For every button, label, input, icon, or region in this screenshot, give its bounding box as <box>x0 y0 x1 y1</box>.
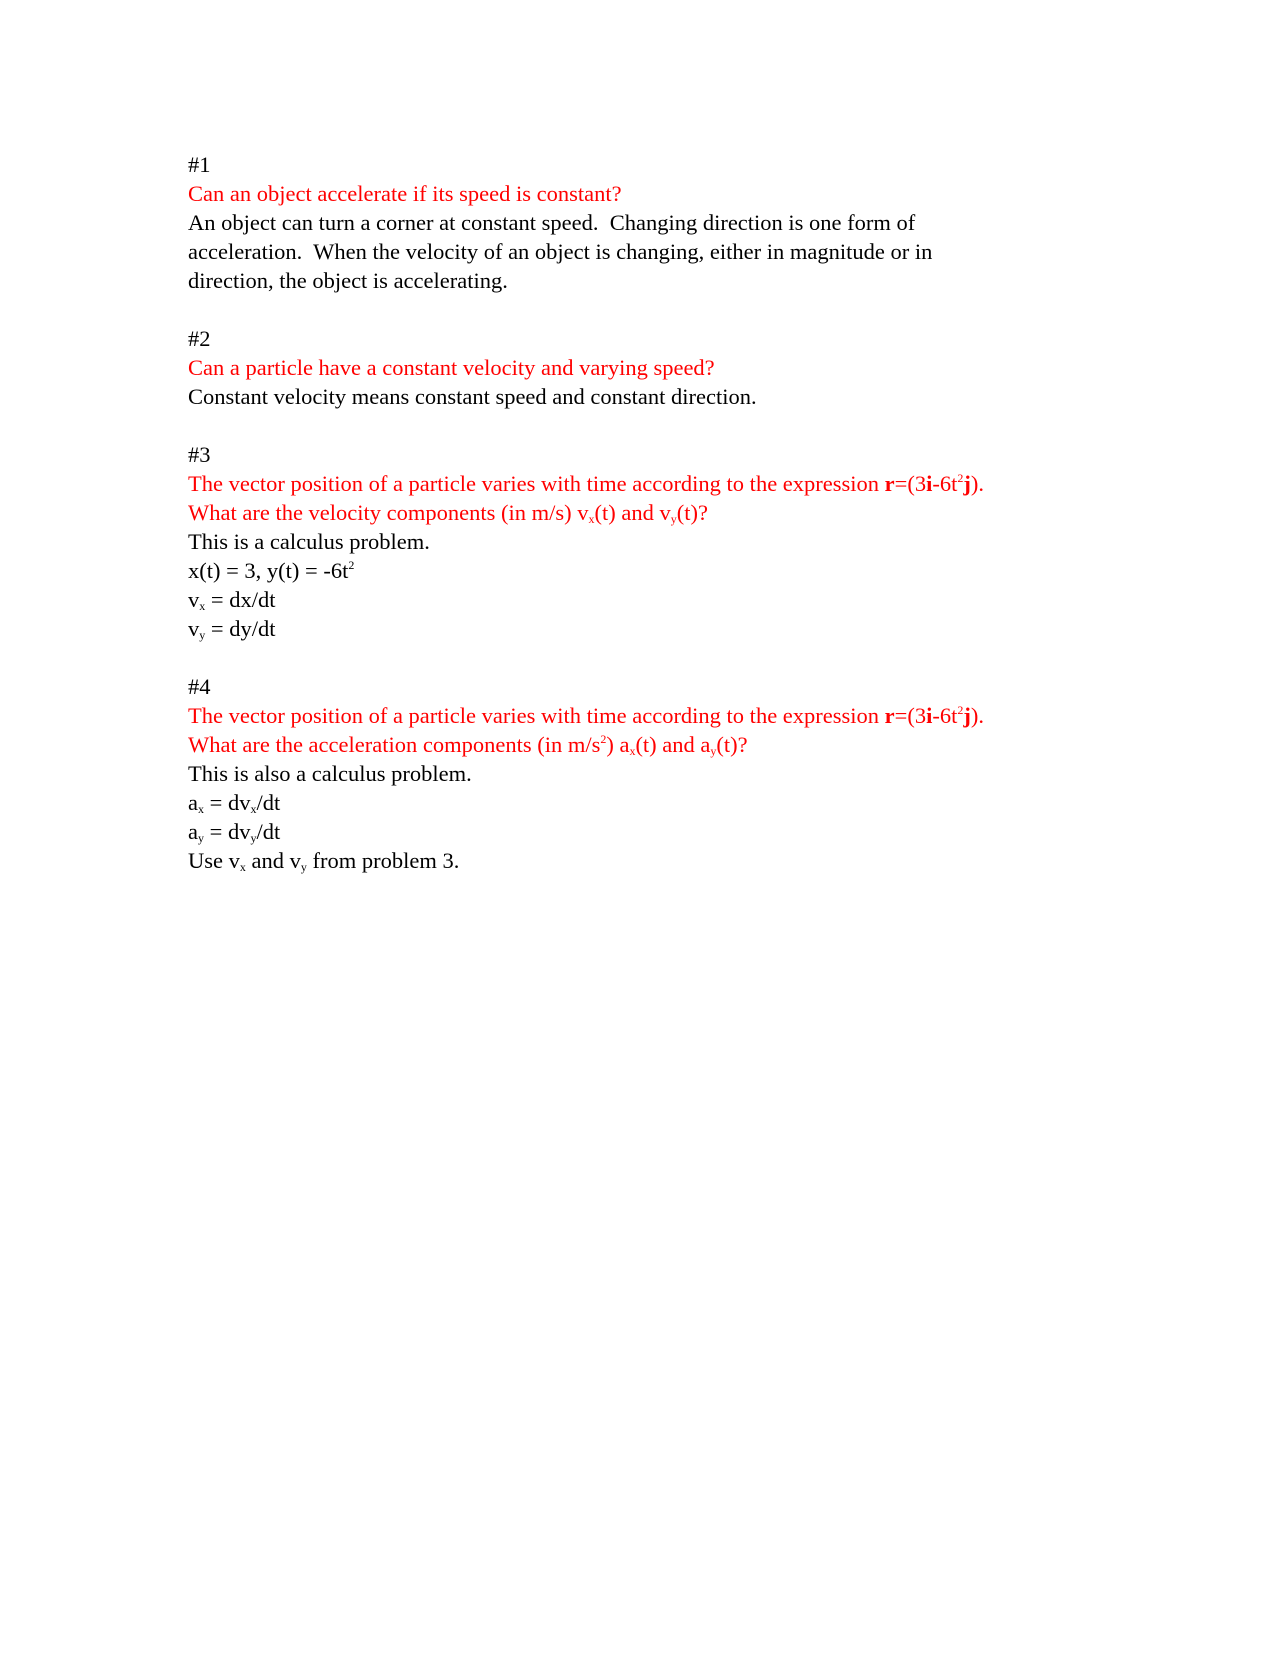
subscript: y <box>250 831 257 845</box>
answer-text: = dv <box>204 790 251 815</box>
problem-2-number: #2 <box>188 326 211 351</box>
answer-text: = dx/dt <box>205 587 276 612</box>
problem-3-answer-intro: This is a calculus problem. <box>188 529 430 554</box>
problem-1-answer-line: acceleration. When the velocity of an object is changing, either in magnitude or in <box>188 239 933 264</box>
problem-1-answer-line: direction, the object is accelerating. <box>188 268 508 293</box>
unit-vector-j: j <box>963 471 971 496</box>
problem-3-answer-xt <box>188 556 1088 585</box>
question-text: The vector position of a particle varies with time according to the expression <box>188 703 885 728</box>
subscript: y <box>710 744 717 758</box>
answer-text: v <box>188 616 200 641</box>
answer-text: /dt <box>256 790 281 815</box>
question-text: (t)? <box>716 732 748 757</box>
eq-text: -6t <box>932 703 958 728</box>
subscript: x <box>629 744 636 758</box>
unit-vector-i: i <box>926 471 933 496</box>
question-text: (t) and a <box>635 732 711 757</box>
problem-4-answer-ay <box>188 817 1088 846</box>
eq-text: ). <box>970 471 984 496</box>
unit-vector-i: i <box>926 703 933 728</box>
eq-text: -6t <box>932 471 958 496</box>
answer-text: = dv <box>204 819 251 844</box>
superscript: 2 <box>600 732 607 746</box>
spacer <box>188 411 1088 440</box>
question-text: ) a <box>606 732 630 757</box>
answer-text: x(t) = 3, y(t) = -6t <box>188 558 349 583</box>
problem-2-question: Can a particle have a constant velocity and varying speed? <box>188 355 715 380</box>
subscript: y <box>670 512 677 526</box>
problem-1-number: #1 <box>188 152 211 177</box>
superscript: 2 <box>348 558 355 572</box>
subscript: y <box>199 628 206 642</box>
question-text: What are the velocity components (in m/s) v <box>188 500 589 525</box>
problem-4-answer-use <box>188 846 1088 875</box>
problem-2-answer-line: Constant velocity means constant speed and constant direction. <box>188 384 757 409</box>
problem-4-answer-intro: This is also a calculus problem. <box>188 761 472 786</box>
subscript: x <box>250 802 257 816</box>
spacer <box>188 643 1088 672</box>
answer-text: from problem 3. <box>306 848 460 873</box>
problem-3-number: #3 <box>188 442 211 467</box>
eq-text: =(3 <box>894 703 927 728</box>
eq-text: ). <box>970 703 984 728</box>
problem-4-question-line-2 <box>188 730 1088 759</box>
problem-1-answer-line: An object can turn a corner at constant speed. Changing direction is one form of <box>188 210 916 235</box>
problem-1-question: Can an object accelerate if its speed is constant? <box>188 181 622 206</box>
question-text: (t) and v <box>594 500 671 525</box>
superscript: 2 <box>957 703 964 717</box>
subscript: x <box>199 599 206 613</box>
subscript: x <box>588 512 595 526</box>
answer-text: a <box>188 790 198 815</box>
vector-r: r <box>884 703 895 728</box>
spacer <box>188 295 1088 324</box>
answer-text: v <box>188 587 200 612</box>
question-text: The vector position of a particle varies with time according to the expression <box>188 471 885 496</box>
answer-text: = dy/dt <box>205 616 276 641</box>
subscript: x <box>198 802 204 816</box>
eq-text: =(3 <box>894 471 927 496</box>
problem-3-question-line-2 <box>188 498 1088 527</box>
problem-4-answer-ax <box>188 788 1088 817</box>
answer-text: a <box>188 819 198 844</box>
answer-text: /dt <box>256 819 281 844</box>
superscript: 2 <box>957 471 964 485</box>
answer-text: and v <box>245 848 301 873</box>
problem-3-question-line-1 <box>188 469 1088 498</box>
problem-4-question-line-1 <box>188 701 1088 730</box>
question-text: What are the acceleration components (in m/s <box>188 732 601 757</box>
problem-4-number: #4 <box>188 674 211 699</box>
unit-vector-j: j <box>963 703 971 728</box>
answer-text: Use v <box>188 848 240 873</box>
document-page <box>188 150 1088 875</box>
subscript: y <box>300 860 307 874</box>
vector-r: r <box>884 471 895 496</box>
question-text: (t)? <box>676 500 708 525</box>
problem-3-answer-vy <box>188 614 1088 643</box>
problem-3-answer-vx <box>188 585 1088 614</box>
subscript: y <box>198 831 204 845</box>
subscript: x <box>239 860 246 874</box>
